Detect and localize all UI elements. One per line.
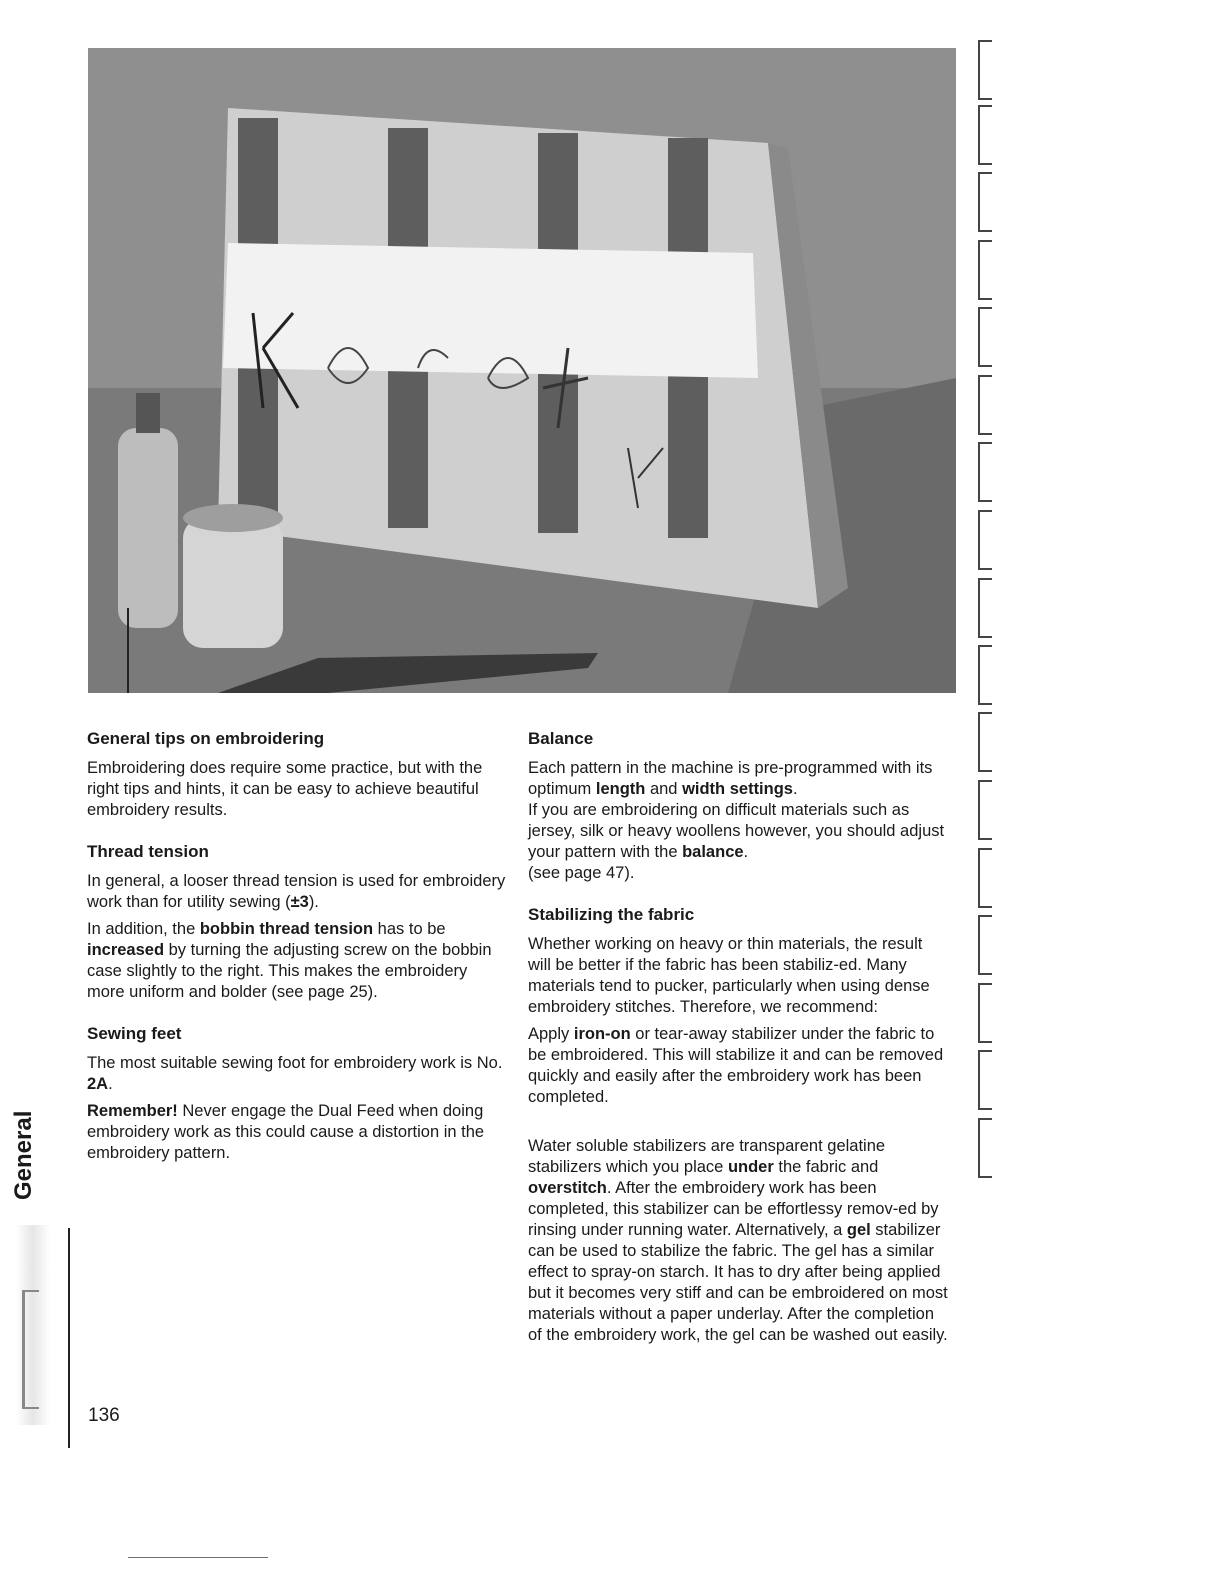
binding-mark bbox=[978, 1118, 992, 1178]
cosmetic-bag-illustration bbox=[88, 48, 956, 693]
binding-mark bbox=[978, 578, 992, 638]
paragraph: Remember! Never engage the Dual Feed when doing embroidery work as this could cause a distortion in the embroidery pattern. bbox=[87, 1102, 485, 1162]
margin-rule bbox=[68, 1228, 70, 1448]
heading-general-tips: General tips on embroidering bbox=[87, 729, 325, 748]
product-photo bbox=[88, 48, 956, 693]
binding-mark bbox=[978, 915, 992, 975]
paragraph: Whether working on heavy or thin materials, the result will be better if the fabric has been stabiliz-ed. Many materials tend to pucker, particularly when using dense embroidery stitches. Therefore, we recommend: bbox=[528, 935, 930, 1016]
paragraph: Apply iron-on or tear-away stabilizer under the fabric to be embroidered. This will stabilize it and can be removed quickly and easily after the embroidery work has been completed. bbox=[528, 1025, 944, 1106]
binding-mark bbox=[978, 240, 992, 300]
section-tab-bracket bbox=[22, 1290, 39, 1409]
paragraph: In general, a looser thread tension is used for embroidery work than for utility sewing (±3). bbox=[87, 872, 506, 911]
page-number: 136 bbox=[88, 1405, 120, 1426]
left-column bbox=[87, 728, 507, 1170]
paragraph: Each pattern in the machine is pre-programmed with its optimum length and width settings. bbox=[528, 759, 933, 798]
paragraph: The most suitable sewing foot for embroidery work is No. 2A. bbox=[87, 1054, 503, 1093]
footer-rule bbox=[128, 1557, 268, 1558]
binding-mark bbox=[978, 848, 992, 908]
heading-thread-tension: Thread tension bbox=[87, 842, 209, 861]
binding-mark bbox=[978, 40, 992, 100]
binding-mark bbox=[978, 442, 992, 502]
binding-mark bbox=[978, 983, 992, 1043]
binding-mark bbox=[978, 375, 992, 435]
paragraph: Embroidering does require some practice, but with the right tips and hints, it can be easy to achieve beautiful embroidery results. bbox=[87, 759, 483, 819]
right-column bbox=[528, 728, 948, 1352]
heading-stabilizing: Stabilizing the fabric bbox=[528, 905, 695, 924]
paragraph: If you are embroidering on difficult materials such as jersey, silk or heavy woollens however, you should adjust your pattern with the balance. bbox=[528, 801, 945, 861]
binding-mark bbox=[978, 172, 992, 232]
binding-mark bbox=[978, 105, 992, 165]
binding-mark bbox=[978, 1050, 992, 1110]
page-reference: (see page 47). bbox=[528, 864, 635, 882]
paragraph: In addition, the bobbin thread tension has to be increased by turning the adjusting screw on the bobbin case slightly to the right. This makes the embroidery more uniform and bolder (see page 25). bbox=[87, 920, 492, 1001]
binding-mark bbox=[978, 510, 992, 570]
binding-mark bbox=[978, 645, 992, 705]
binding-mark bbox=[978, 307, 992, 367]
heading-balance: Balance bbox=[528, 729, 594, 748]
binding-mark bbox=[978, 780, 992, 840]
binding-mark bbox=[978, 712, 992, 772]
section-tab-label: General bbox=[10, 1110, 37, 1200]
paragraph: Water soluble stabilizers are transparent gelatine stabilizers which you place under the fabric and overstitch. After the embroidery work has been completed, this stabilizer can be effortlessy remov-ed by rinsing under running water. Alternatively, a gel stabilizer can be used to stabilize the fabric. The gel has a similar effect to spray-on starch. It has to dry after being applied but it becomes very stiff and can be embroidered on most materials without a paper underlay. After the completion of the embroidery work, the gel can be washed out easily. bbox=[528, 1137, 948, 1344]
heading-sewing-feet: Sewing feet bbox=[87, 1024, 182, 1043]
